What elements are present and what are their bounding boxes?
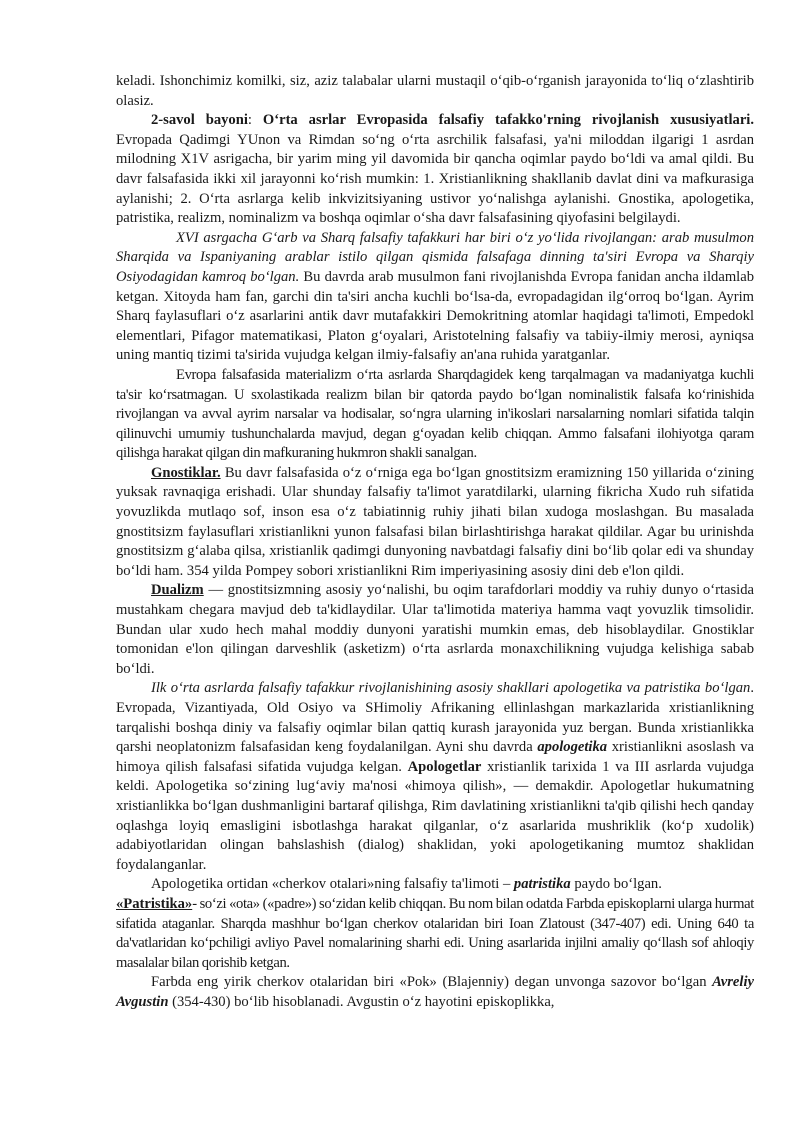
question-label: 2-savol bayoni — [151, 112, 248, 129]
paragraph-7 — [116, 679, 754, 875]
section-title: O‘rta asrlar Evropasida falsafiy tafakko'rning rivojlanish xususiyatlari. — [262, 112, 754, 129]
paragraph-8-text-2: paydo bo‘lgan. — [570, 876, 662, 893]
paragraph-9 — [116, 895, 754, 973]
paragraph-10-text-1: Farbda eng yirik cherkov otalaridan biri «Pok» (Blajenniy) degan unvonga sazovor bo‘lgan — [151, 974, 713, 991]
paragraph-2 — [116, 111, 754, 229]
paragraph-4 — [116, 366, 754, 464]
paragraph-10-text-2: (354-430) bo‘lib hisoblanadi. Avgustin o‘z hayotini episkoplikka, — [168, 993, 555, 1010]
paragraph-8 — [116, 875, 754, 895]
paragraph-2-text: Evropada Qadimgi YUnon va Rimdan so‘ng o‘rta asrchilik falsafasi, ya'ni miloddan ilgarigi 1 asrdan milodning X1V asrigacha, bir yarim ming yil davomida bir qancha oqimlar paydo bo‘ldi va amal qildi. Bu davr falsafasida ikki xil jarayonni ko‘rish mumkin: 1. Xristianlikning shakllanib davlat dini va mafkurasiga aylanishi; 2. O‘rta asrlarga kelib inkvizitsiyaning ustivor yo‘nalishga aylanishi. Gnostika, apologetika, patristika, realizm, nominalizm va boshqa oqimlar o‘sha davr falsafasining qiyofasini belgilaydi. — [116, 131, 754, 227]
paragraph-6-text: — gnostitsizmning asosiy yo‘nalishi, bu oqim tarafdorlari moddiy va ruhiy dunyo o‘rtasida mustahkam chegara mavjud deb ta'kidlaydilar. Ular ta'limotida materiya hamma vaqt yovuzlik timsolidir. Bundan ular xudo hech mahal moddiy dunyoni yaratishi mumkin emas, deb hisoblaydilar. Gnostiklar tomonidan e'lon qilingan darveshlik (asketizm) o‘rta asrlarda monaxchilikning vujudga kelishiga sabab bo‘ldi. — [116, 582, 754, 677]
paragraph-3 — [116, 229, 754, 366]
term-gnostiklar: Gnostiklar. — [151, 464, 221, 481]
question-colon: : — [247, 112, 263, 129]
paragraph-7-italic: Ilk o‘rta asrlarda falsafiy tafakkur rivojlanishining asosiy shakllari apologetika va patristika bo‘lgan — [151, 680, 751, 697]
paragraph-3-text: Bu davrda arab musulmon fani rivojlanishda Evropa fanidan ancha ildamlab ketgan. Xitoyda ham fan, garchi din ta'siri ancha kuchli bo‘lsa-da, evropadagidan ilg‘orroq bo‘lgan. Ayrim Sharq faylasuflari o‘z asarlarini antik davr mutafakkiri Demokritning atomlar haqidagi ta'limoti, Empedokl elementlari, Pifagor matematikasi, Platon g‘oyalari, Aristotelning falsafiy va tabiiy-ilmiy merosi, ayniqsa uning mantiq tizimi ta'sirida vujudga kelgan ilmiy-falsafiy an'ana ruhida yaratganlar. — [116, 268, 754, 364]
paragraph-5 — [116, 464, 754, 582]
paragraph-10 — [116, 973, 754, 1012]
term-dualizm: Dualizm — [151, 582, 204, 599]
paragraph-1: keladi. Ishonchimiz komilki, siz, aziz talabalar ularni mustaqil o‘qib-o‘rganish jarayonida to‘liq o‘zlashtirib olasiz. — [116, 73, 754, 109]
paragraph-8-text-1: Apologetika ortidan «cherkov otalari»ning falsafiy ta'limoti – — [151, 876, 514, 893]
paragraph-7-text-3: xristianlik tarixida 1 va III asrlarda vujudga keldi. Apologetika so‘zining lug‘aviy ma'nosi «himoya qilish», — demakdir. Apologetlar hukumatning xristianlikka bo‘lgan dushmanligini bartaraf qilishga, Rim davlatining xristianlikni ta'qib qilishi hech qanday oqlashga loyiq emasligini isbotlashga harakat qilganlar, o‘z asarlarida mushriklik (ko‘p xudolik) adabiyotlaridan olingan bahslashish (dialog) shaklidan, yoki apologetikaning mumtoz shaklidan foydalanganlar. — [116, 758, 754, 873]
paragraph-7-text-2: xristianlikni asoslash va himoya qilish falsafasi sifatida vujudga kelgan. — [116, 739, 755, 775]
term-apologetlar: Apologetlar — [407, 758, 482, 775]
paragraph-6 — [116, 581, 754, 679]
paragraph-4-text: Evropa falsafasida materializm o‘rta asrlarda Sharqdagidek keng tarqalmagan va madaniyatga kuchli ta'sir ko‘rsatmagan. U sxolastikada realizm bilan bir qatorda paydo bo‘lgan nominalistik falsafa ko‘rinishida rivojlangan va avval ayrim narsalar va hodisalar, so‘ngra ularning in'ikoslari narsalarning nomlari sifatida talqin qilinuvchi umumiy tushunchalarda mavjud, degan g‘oyadan kelib chiqqan. Ammo falsafani ilohiyotga qaram qilishga harakat qilgan din mafkuraning hukmron shakli sanalgan. — [116, 366, 754, 462]
paragraph-9-text: - so‘zi «ota» («padre») so‘zidan kelib chiqqan. Bu nom bilan odatda Farbda episkoplarni ularga hurmat sifatida ataganlar. Sharqda mashhur bo‘lgan cherkov otalaridan biri Ioan Zlatoust (347-407) edi. Uning 640 ta da'vatlaridan ko‘pchiligi avliyo Pavel nomalarining sharhi edi. Uning asarlarida injilni amaliy qo‘llash sof ahloqiy masalalar bilan qorishib ketgan. — [116, 895, 754, 971]
document-page — [116, 72, 754, 1013]
term-apologetika: apologetika — [537, 739, 608, 756]
term-patristika-quoted: «Patristika» — [116, 895, 193, 912]
paragraph-7-text-1: . Evropada, Vizantiyada, Old Osiyo va SHimoliy Afrikaning ellinlashgan markazlarida xristianlikning tarqalishi boshqa diniy va falsafiy oqimlar bilan qattiq kurash jarayonida yuz bergan. Bunda xristianlikka qarshi neoplatonizm falsafasidan keng foydalanilgan. Ayni shu davrda — [116, 680, 754, 756]
paragraph-5-text: Bu davr falsafasida o‘z o‘rniga ega bo‘lgan gnostitsizm eramizning 150 yillarida o‘zining yuksak ravnaqiga erishadi. Ular shunday falsafiy ta'limot yaratdilarki, ularning fikricha Xudo ruh sifatida yovuzlikda mutlaqo sof, inson esa o‘z tabiatinnig ruhiy jihati bilan xudoga moslashgan. Bu masalada gnostitsizm faylasuflari xristianlikni yunon falsafasi bilan birlashtirishga harakat qildilar. Agar bu urinishda gnostitsizm g‘alaba qilsa, xristianlik qadimgi dunyoning navbatdagi falsafiy dini bo‘lib qolar edi va shunday bo‘ldi ham. 354 yilda Pompey sobori xristianlikni Rim imperiyasining asosiy dini deb e'lon qildi. — [116, 464, 754, 579]
term-patristika: patristika — [513, 876, 571, 893]
paragraph-3-italic: XVI asrgacha G‘arb va Sharq falsafiy tafakkuri har biri o‘z yo‘lida rivojlangan: arab musulmon Sharqida va Ispaniyaning arablar istilo qilgan qismida falsafaga dinning ta'siri Evropa va Sharqiy Osiyodagidan kamroq bo‘lgan. — [116, 229, 754, 285]
term-avreliy-avgustin: Avreliy Avgustin — [116, 974, 754, 1010]
